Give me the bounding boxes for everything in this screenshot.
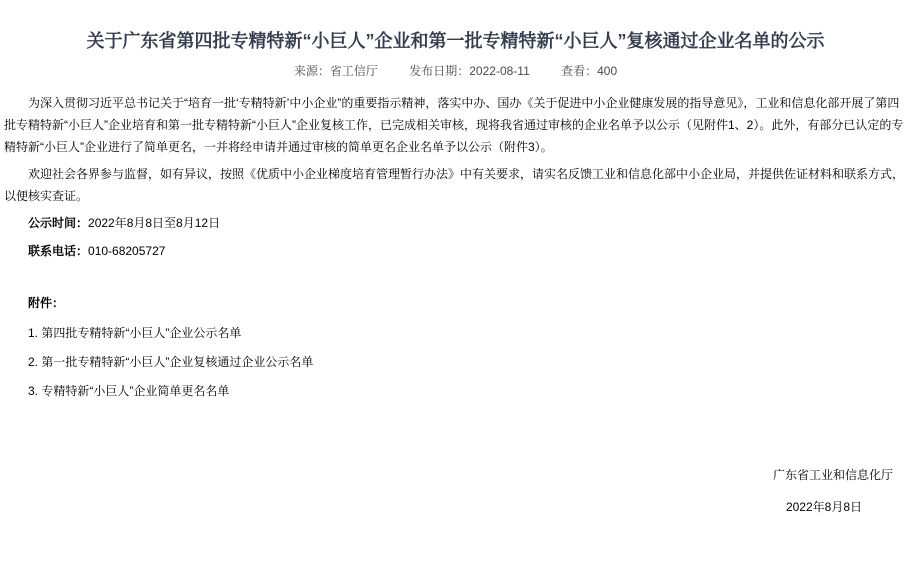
- paragraph-supervision: 欢迎社会各界参与监督，如有异议，按照《优质中小企业梯度培育管理暂行办法》中有关要求，请实名反馈工业和信息化部中小企业局，并提供佐证材料和联系方式，以便核实查证。: [4, 167, 905, 203]
- document-body: [4, 92, 906, 518]
- meta-views-value: 400: [597, 64, 618, 78]
- contact-phone-value: 010-68205727: [88, 244, 166, 258]
- publicity-period-value: 2022年8月8日至8月12日: [88, 216, 221, 230]
- attachment-link-3[interactable]: 3. 专精特新“小巨人”企业简单更名名单: [28, 384, 230, 398]
- meta-publish-date-value: 2022-08-11: [469, 64, 530, 78]
- signature-department: 广东省工业和信息化厅: [772, 468, 893, 482]
- meta-bar: [0, 64, 911, 78]
- attachment-link-1[interactable]: 1. 第四批专精特新“小巨人”企业公示名单: [28, 326, 242, 340]
- attachments-heading: 附件：: [28, 296, 65, 310]
- signature-block: [4, 464, 906, 518]
- contact-phone-label: 联系电话：: [28, 244, 89, 258]
- publicity-period-label: 公示时间：: [28, 216, 89, 230]
- announcement-page: [0, 30, 911, 588]
- signature-date: 2022年8月8日: [785, 500, 862, 514]
- meta-publish-date: [409, 64, 530, 78]
- meta-views-label: 查看：: [561, 64, 598, 78]
- meta-source-value: 省工信厅: [329, 64, 378, 78]
- page-title: 关于广东省第四批专精特新“小巨人”企业和第一批专精特新“小巨人”复核通过企业名单的公示: [86, 31, 825, 51]
- attachment-link-2[interactable]: 2. 第一批专精特新“小巨人”企业复核通过企业公示名单: [28, 355, 314, 369]
- meta-publish-date-label: 发布日期：: [409, 64, 470, 78]
- meta-source-label: 来源：: [293, 64, 330, 78]
- paragraph-intro: 为深入贯彻习近平总书记关于“培育一批‘专精特新’中小企业”的重要指示精神，落实中办、国办《关于促进中小企业健康发展的指导意见》，工业和信息化部开展了第四批专精特新“小巨人”企业培育和第一批专精特新“小巨人”企业复核工作，已完成相关审核，现将我省通过审核的企业名单予以公示（见附件1、2）。此外，有部分已认定的专精特新“小巨人”企业进行了简单更名，一并将经申请并通过审核的简单更名企业名单予以公示（附件3）。: [4, 96, 904, 154]
- contact-phone-line: [4, 240, 906, 262]
- meta-views: [561, 64, 617, 78]
- publicity-period-line: [4, 212, 906, 234]
- meta-source: [294, 64, 378, 78]
